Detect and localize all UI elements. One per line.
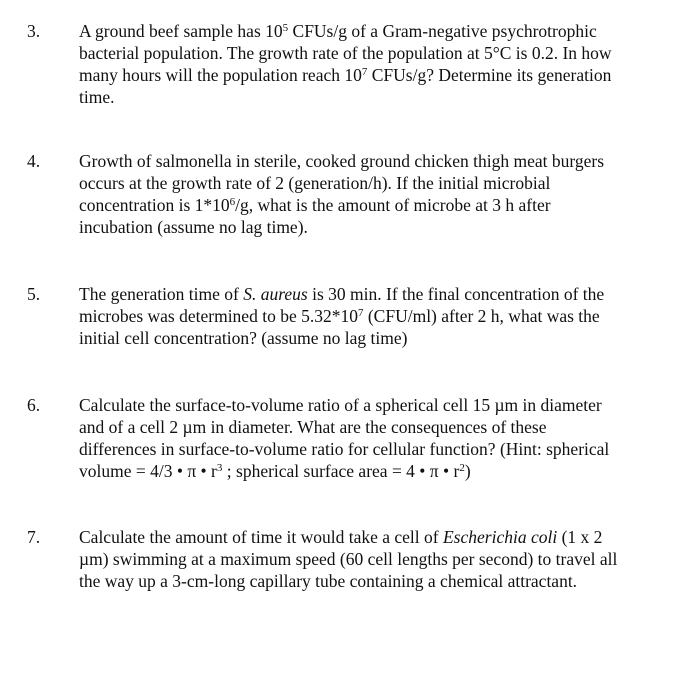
text-line: bacterial population. The growth rate of the population at 5°C is 0.2. In how	[79, 43, 612, 63]
text-line: differences in surface-to-volume ratio for cellular function? (Hint: spherical	[79, 439, 610, 459]
text-line: Growth of salmonella in sterile, cooked ground chicken thigh meat burgers	[79, 151, 605, 171]
text-line: µm) swimming at a maximum speed (60 cell lengths per second) to travel all	[79, 549, 618, 569]
problem-number: 4.	[27, 151, 41, 171]
text-line: The generation time of S. aureus is 30 min. If the final concentration of the	[79, 284, 605, 304]
problem-number: 3.	[27, 21, 41, 41]
text-line: occurs at the growth rate of 2 (generation/h). If the initial microbial	[79, 173, 551, 193]
text-line: Calculate the amount of time it would take a cell of Escherichia coli (1 x 2	[79, 527, 603, 547]
problem-text	[79, 394, 674, 482]
text-line: A ground beef sample has $10^5$ CFUs/g of a Gram-negative psychrotrophic	[79, 21, 597, 41]
problem-text	[79, 526, 674, 592]
text-line: and of a cell 2 µm in diameter. What are the consequences of these	[79, 417, 547, 437]
superscript: 7	[357, 307, 364, 319]
problem-number: 5.	[27, 284, 41, 304]
species-name: S. aureus	[243, 284, 308, 304]
species-name: Escherichia coli	[442, 527, 558, 547]
text-line: incubation (assume no lag time).	[79, 217, 308, 237]
superscript: 5	[282, 22, 289, 34]
problem-number: 6.	[27, 395, 41, 415]
problem-text	[79, 150, 674, 238]
text-line: the way up a 3-cm-long capillary tube containing a chemical attractant.	[79, 571, 578, 591]
problem-text	[79, 20, 674, 108]
text-line: initial cell concentration? (assume no lag time)	[79, 328, 408, 348]
problem-number: 7.	[27, 527, 41, 547]
superscript: 2	[459, 462, 465, 474]
text-line: time.	[79, 87, 115, 107]
text-line: volume = 4/3 • π • $r^3$ ; spherical surface area = 4 • π • $r^2$)	[79, 461, 471, 481]
problem-text	[79, 283, 674, 349]
text-line: Calculate the surface-to-volume ratio of a spherical cell 15 µm in diameter	[79, 395, 602, 415]
text-line: microbes was determined to be $5.32*10^7$ (CFU/ml) after 2 h, what was the	[79, 306, 600, 326]
superscript: 3	[216, 462, 223, 474]
text-line: concentration is $1*10^6/g$, what is the amount of microbe at 3 h after	[79, 195, 551, 215]
superscript: 7	[361, 66, 368, 78]
text-line: many hours will the population reach $10^7$ CFUs/g? Determine its generation	[79, 65, 612, 85]
superscript: 6	[229, 196, 236, 208]
